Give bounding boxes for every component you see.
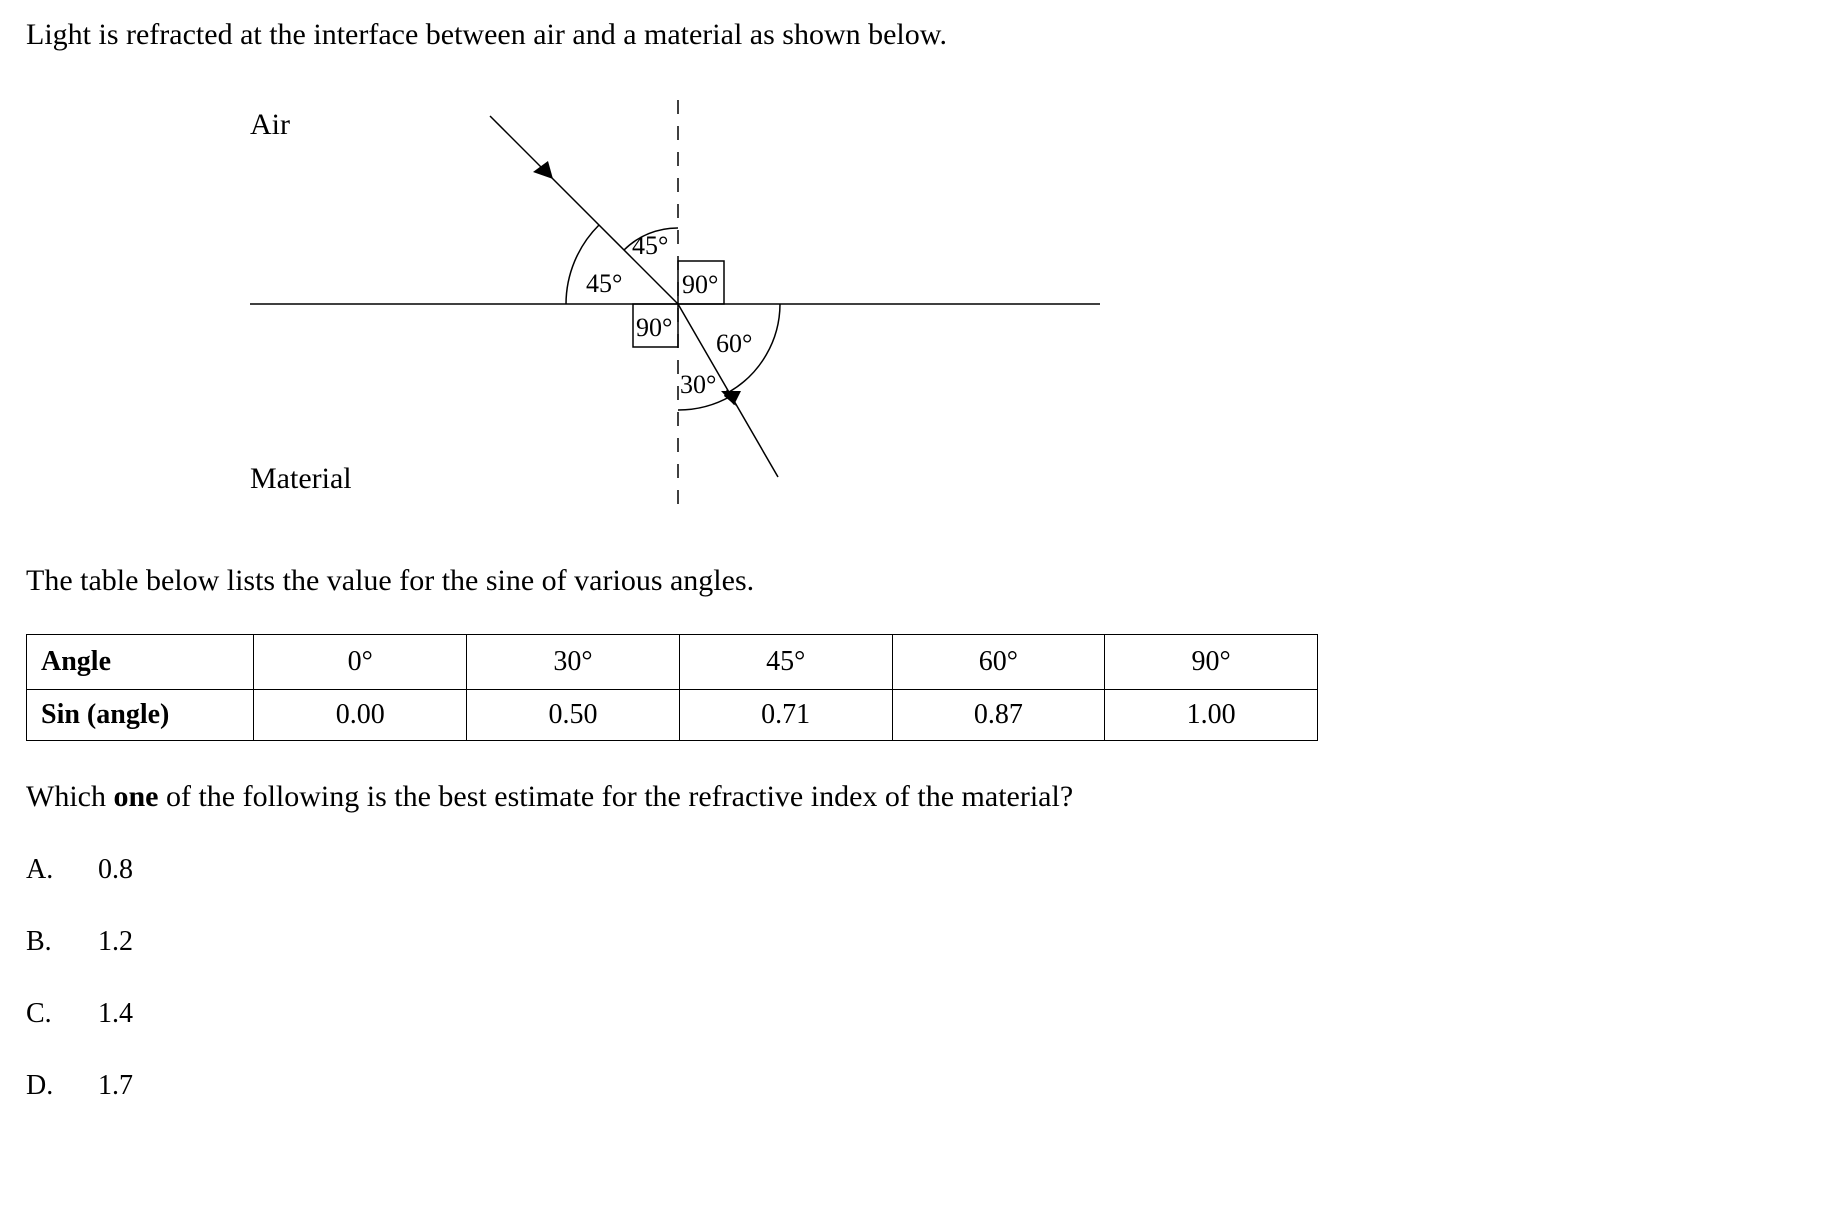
- material-label: Material: [250, 462, 352, 495]
- sine-cell: 1.00: [1105, 690, 1318, 741]
- sine-cell: 0.87: [892, 690, 1105, 741]
- incident-arrowhead: [533, 161, 553, 179]
- option-b[interactable]: [26, 926, 133, 958]
- row-header-sin: Sin (angle): [27, 690, 254, 741]
- question-text: [26, 782, 1073, 812]
- angle-cell: 60°: [892, 635, 1105, 690]
- intro-text: Light is refracted at the interface between air and a material as shown below.: [26, 18, 947, 51]
- sine-intro-text: The table below lists the value for the sine of various angles.: [26, 564, 755, 597]
- option-d[interactable]: [26, 1070, 133, 1102]
- sine-cell: 0.71: [679, 690, 892, 741]
- sine-cell: 0.50: [467, 690, 680, 741]
- option-a[interactable]: [26, 854, 133, 886]
- question-before: Which: [26, 780, 114, 813]
- option-value: 0.8: [98, 854, 133, 885]
- angle-label-incident-normal: 45°: [632, 231, 669, 260]
- refraction-diagram: [0, 0, 1836, 560]
- option-letter: C.: [26, 998, 52, 1029]
- angle-label-refracted-normal: 30°: [680, 370, 717, 399]
- angle-label-right-bottom: 90°: [636, 313, 673, 342]
- option-value: 1.2: [98, 926, 133, 957]
- option-c[interactable]: [26, 998, 133, 1030]
- angle-label-incident-surface: 45°: [586, 269, 623, 298]
- row-header-angle: Angle: [27, 635, 254, 690]
- table-row: [27, 690, 1318, 741]
- incident-ray: [490, 116, 678, 304]
- question-emphasis: one: [113, 780, 159, 813]
- angle-cell: 45°: [679, 635, 892, 690]
- option-letter: B.: [26, 926, 52, 957]
- option-letter: D.: [26, 1070, 54, 1101]
- air-label: Air: [250, 108, 290, 141]
- sine-table: [26, 634, 1318, 741]
- option-letter: A.: [26, 854, 54, 885]
- angle-cell: 0°: [254, 635, 467, 690]
- question-after: of the following is the best estimate for the refractive index of the material?: [158, 780, 1074, 813]
- angle-cell: 90°: [1105, 635, 1318, 690]
- option-value: 1.4: [98, 998, 133, 1029]
- sine-cell: 0.00: [254, 690, 467, 741]
- table-row: [27, 635, 1318, 690]
- angle-label-right-top: 90°: [682, 270, 719, 299]
- option-value: 1.7: [98, 1070, 133, 1101]
- angle-cell: 30°: [467, 635, 680, 690]
- angle-label-refracted-surface: 60°: [716, 329, 753, 358]
